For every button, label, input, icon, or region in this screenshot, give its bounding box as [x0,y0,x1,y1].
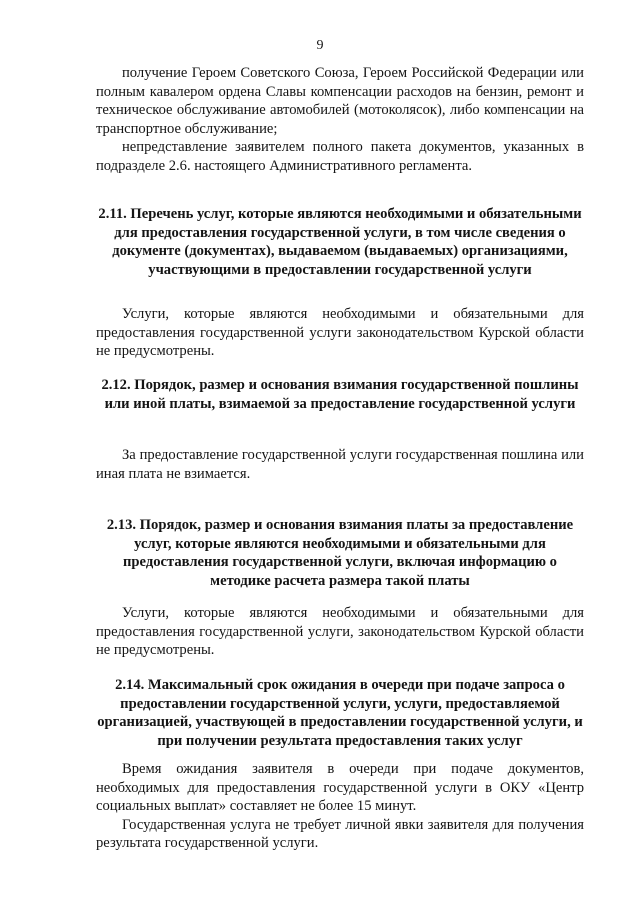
section-2-12-heading: 2.12. Порядок, размер и основания взимания государственной пошлины или иной платы, взимаемой за предоставление государственной услуги [101,377,579,412]
section-2-12-body-block [96,446,584,483]
section-2-11-body-block [96,305,584,361]
section-2-11-body: Услуги, которые являются необходимыми и обязательными для предоставления государственной услуги законодательством Курской области не предусмотрены. [96,306,584,359]
section-2-14-body-1: Время ожидания заявителя в очереди при подаче документов, необходимых для предоставления государственной услуги в ОКУ «Центр социальных выплат» составляет не более 15 минут. [96,761,584,814]
section-2-14-heading: 2.14. Максимальный срок ожидания в очереди при подаче запроса о предоставлении государственной услуги, услуги, предоставляемой организацией, участвующей в предоставлении государственной услуги, и при получении результата предоставления таких услуг [97,677,583,749]
section-2-13-body-block [96,604,584,660]
intro-paragraph-1: получение Героем Советского Союза, Героем Российской Федерации или полным кавалером ордена Славы компенсации расходов на бензин, ремонт и техническое обслуживание автомобилей (мотоколясок), либо компенсации на транспортное обслуживание; [96,65,584,137]
section-2-13-body: Услуги, которые являются необходимыми и обязательными для предоставления государственной услуги, законодательством Курской области не предусмотрены. [96,605,584,658]
section-2-12-body: За предоставление государственной услуги государственная пошлина или иная плата не взимается. [96,447,584,482]
section-2-13-heading: 2.13. Порядок, размер и основания взимания платы за предоставление услуг, которые являются необходимыми и обязательными для предоставления государственной услуги, включая информацию о методике расчета размера такой платы [106,517,574,589]
section-2-11-heading: 2.11. Перечень услуг, которые являются необходимыми и обязательными для предоставления государственной услуги, в том числе сведения о документе (документах), выдаваемом (выдаваемых) организациями, участвующими в предоставлении государственной услуги [98,206,582,278]
intro-paragraph-2: непредставление заявителем полного пакета документов, указанных в подразделе 2.6. настоящего Административного регламента. [96,139,584,174]
page-number: 9 [316,38,324,53]
section-2-14-body-block [96,760,584,853]
intro-block [96,64,584,175]
section-2-14-body-2: Государственная услуга не требует личной явки заявителя для получения результата государственной услуги. [96,816,584,851]
